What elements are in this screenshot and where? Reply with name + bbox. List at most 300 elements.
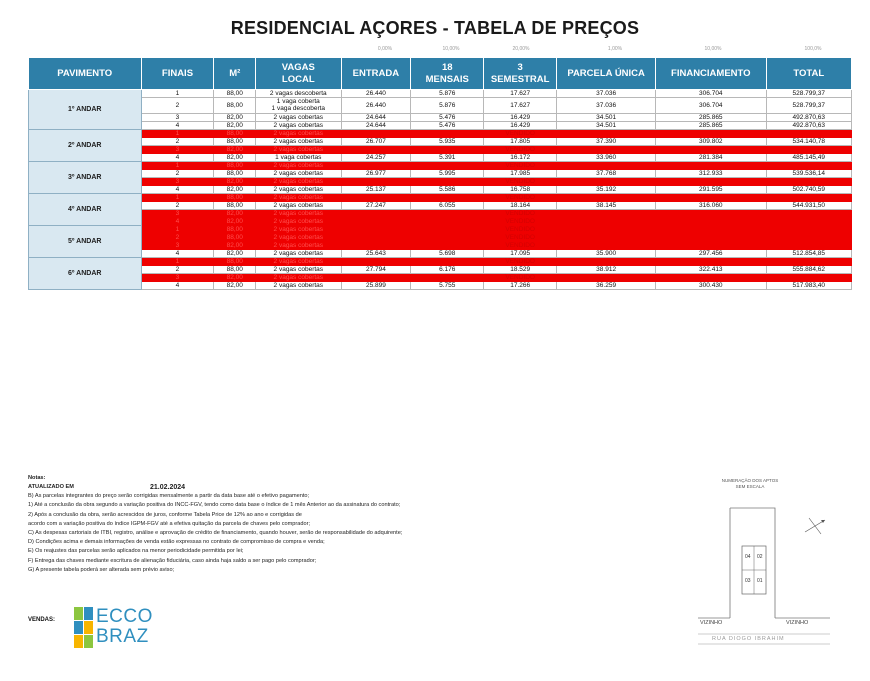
cell-mensais: 5.876 <box>411 98 484 114</box>
cell-mensais <box>411 193 484 201</box>
percent-hint: 100,0% <box>804 46 822 52</box>
cell-mensais: 5.476 <box>411 121 484 129</box>
cell-entrada <box>341 145 411 153</box>
cell-vagas: 2 vagas cobertas <box>256 249 341 257</box>
table-row <box>29 209 852 217</box>
plan-unit-label: 04 <box>745 554 751 560</box>
cell-entrada: 25.899 <box>341 281 411 289</box>
cell-parcela-unica: 37.036 <box>557 98 656 114</box>
header-vagas-label: VAGAS <box>281 61 315 73</box>
cell-vagas <box>256 98 341 114</box>
cell-vagas: 2 vagas cobertas <box>256 193 341 201</box>
header-m2: M² <box>214 58 256 90</box>
cell-total: 492.870,63 <box>766 121 851 129</box>
plan-vizinho-left: VIZINHO <box>700 620 723 626</box>
cell-total <box>766 257 851 265</box>
table-row <box>29 265 852 273</box>
cell-total: 544.931,50 <box>766 201 851 209</box>
cell-financiamento <box>656 257 766 265</box>
table-row <box>29 249 852 257</box>
cell-entrada: 26.977 <box>341 169 411 177</box>
cell-total <box>766 209 851 217</box>
cell-financiamento <box>656 233 766 241</box>
plan-street: RUA DIOGO IBRAHIM <box>712 636 785 642</box>
table-row <box>29 169 852 177</box>
cell-m2: 82,00 <box>214 209 256 217</box>
price-table <box>28 57 852 290</box>
cell-final: 3 <box>141 177 214 185</box>
cell-semestral: 18.164 <box>484 201 557 209</box>
cell-mensais: 5.755 <box>411 281 484 289</box>
header-finais: FINAIS <box>141 58 214 90</box>
cell-entrada <box>341 257 411 265</box>
cell-m2: 82,00 <box>214 121 256 129</box>
cell-total <box>766 217 851 225</box>
cell-financiamento <box>656 273 766 281</box>
cell-m2: 88,00 <box>214 137 256 145</box>
cell-mensais <box>411 161 484 169</box>
cell-parcela-unica: 35.192 <box>557 185 656 193</box>
cell-m2: 88,00 <box>214 169 256 177</box>
cell-vagas: 2 vagas cobertas <box>256 233 341 241</box>
table-row <box>29 281 852 289</box>
cell-final: 2 <box>141 98 214 114</box>
cell-vagas: 2 vagas cobertas <box>256 121 341 129</box>
cell-semestral: VENDIDO <box>484 241 557 249</box>
cell-final: 4 <box>141 249 214 257</box>
cell-financiamento: 281.384 <box>656 153 766 161</box>
header-total: TOTAL <box>766 58 851 90</box>
percent-hint: 10,00% <box>704 46 722 52</box>
cell-mensais: 5.995 <box>411 169 484 177</box>
cell-vagas: 2 vagas cobertas <box>256 113 341 121</box>
notes-section <box>28 474 668 575</box>
updated-date: 21.02.2024 <box>150 484 186 492</box>
cell-mensais: 5.876 <box>411 90 484 98</box>
logo-line1: ECCO <box>96 606 153 627</box>
cell-mensais: 5.935 <box>411 137 484 145</box>
note-line: F) Entrega das chaves mediante escritura de alienação fiduciária, caso ainda haja saldo a ser pago pelo comprador; <box>28 557 317 564</box>
cell-total: 502.740,59 <box>766 185 851 193</box>
cell-entrada: 25.137 <box>341 185 411 193</box>
header-pavimento: PAVIMENTO <box>29 58 142 90</box>
cell-final: 3 <box>141 273 214 281</box>
cell-final: 2 <box>141 137 214 145</box>
cell-total: 512.854,85 <box>766 249 851 257</box>
cell-vagas: 2 vagas cobertas <box>256 225 341 233</box>
cell-vagas: 2 vagas cobertas <box>256 145 341 153</box>
cell-entrada <box>341 273 411 281</box>
header-mensais-label: MENSAIS <box>425 73 469 85</box>
floor-label: 3º ANDAR <box>29 161 142 193</box>
cell-financiamento: 285.865 <box>656 113 766 121</box>
cell-vagas: 2 vagas cobertas <box>256 265 341 273</box>
cell-parcela-unica: 37.390 <box>557 137 656 145</box>
cell-parcela-unica: 35.900 <box>557 249 656 257</box>
percent-hint: 1,00% <box>607 46 623 52</box>
cell-semestral: 16.172 <box>484 153 557 161</box>
cell-mensais <box>411 225 484 233</box>
cell-parcela-unica: 37.036 <box>557 90 656 98</box>
cell-m2: 82,00 <box>214 217 256 225</box>
cell-total <box>766 161 851 169</box>
note-line: G) A presente tabela poderá ser alterada sem prévio aviso; <box>28 566 175 573</box>
table-row <box>29 217 852 225</box>
cell-total <box>766 233 851 241</box>
cell-m2: 82,00 <box>214 185 256 193</box>
note-line: E) Os reajustes das parcelas serão aplicados na menor periodicidade permitida por lei; <box>28 548 244 555</box>
cell-mensais <box>411 257 484 265</box>
updated-row <box>28 483 668 492</box>
cell-entrada: 24.644 <box>341 121 411 129</box>
cell-vagas: 2 vagas cobertas <box>256 137 341 145</box>
floor-label: 2º ANDAR <box>29 129 142 161</box>
price-table-body <box>29 90 852 290</box>
cell-final: 3 <box>141 113 214 121</box>
cell-m2: 88,00 <box>214 193 256 201</box>
percent-hints-row <box>28 46 852 56</box>
updated-label: ATUALIZADO EM <box>28 484 74 491</box>
table-row <box>29 129 852 137</box>
cell-financiamento <box>656 209 766 217</box>
cell-m2: 82,00 <box>214 241 256 249</box>
cell-parcela-unica: 33.960 <box>557 153 656 161</box>
cell-entrada: 26.707 <box>341 137 411 145</box>
cell-parcela-unica: 34.501 <box>557 113 656 121</box>
cell-m2: 82,00 <box>214 113 256 121</box>
cell-total <box>766 145 851 153</box>
cell-semestral: 17.805 <box>484 137 557 145</box>
cell-parcela-unica <box>557 193 656 201</box>
cell-vagas: 2 vagas cobertas <box>256 169 341 177</box>
cell-semestral: VENDIDO <box>484 145 557 153</box>
cell-m2: 88,00 <box>214 233 256 241</box>
header-parcela-unica: PARCELA ÚNICA <box>557 58 656 90</box>
cell-financiamento: 306.704 <box>656 90 766 98</box>
cell-semestral: VENDIDO <box>484 233 557 241</box>
cell-semestral: 17.266 <box>484 281 557 289</box>
table-row <box>29 185 852 193</box>
table-row <box>29 201 852 209</box>
floor-label: 5º ANDAR <box>29 225 142 257</box>
cell-total <box>766 129 851 137</box>
cell-vagas: 2 vagas cobertas <box>256 217 341 225</box>
notes-label: Notas: <box>28 475 46 481</box>
cell-final: 3 <box>141 145 214 153</box>
ecco-braz-logo <box>74 607 178 653</box>
table-row <box>29 113 852 121</box>
cell-mensais: 5.391 <box>411 153 484 161</box>
cell-entrada <box>341 233 411 241</box>
cell-semestral: 17.627 <box>484 90 557 98</box>
cell-m2: 88,00 <box>214 257 256 265</box>
header-entrada: ENTRADA <box>341 58 411 90</box>
cell-semestral: VENDIDO <box>484 129 557 137</box>
cell-vagas: 2 vagas cobertas <box>256 273 341 281</box>
cell-financiamento <box>656 217 766 225</box>
cell-mensais <box>411 217 484 225</box>
cell-semestral: VENDIDO <box>484 217 557 225</box>
cell-financiamento: 300.430 <box>656 281 766 289</box>
cell-vagas: 2 vagas descoberta <box>256 90 341 98</box>
cell-m2: 82,00 <box>214 177 256 185</box>
cell-total <box>766 273 851 281</box>
cell-final: 2 <box>141 169 214 177</box>
cell-semestral: VENDIDO <box>484 193 557 201</box>
cell-entrada <box>341 225 411 233</box>
cell-entrada: 27.794 <box>341 265 411 273</box>
cell-parcela-unica <box>557 257 656 265</box>
table-row <box>29 137 852 145</box>
cell-mensais <box>411 177 484 185</box>
percent-hint: 0,00% <box>377 46 393 52</box>
cell-financiamento: 309.802 <box>656 137 766 145</box>
cell-mensais <box>411 273 484 281</box>
cell-parcela-unica: 37.768 <box>557 169 656 177</box>
cell-entrada <box>341 209 411 217</box>
cell-final: 1 <box>141 193 214 201</box>
cell-parcela-unica <box>557 217 656 225</box>
cell-m2: 82,00 <box>214 273 256 281</box>
cell-final: 1 <box>141 129 214 137</box>
cell-entrada: 27.247 <box>341 201 411 209</box>
cell-semestral: 18.529 <box>484 265 557 273</box>
note-line: 2) Após a conclusão da obra, serão acrescidos de juros, conforme Tabela Price de 12% ao ano e corrigidas de <box>28 511 302 518</box>
note-line: acordo com a variação positiva do índice IGPM-FGV até a efetiva quitação da parcela de chaves pelo comprador; <box>28 520 311 527</box>
cell-semestral: 16.429 <box>484 113 557 121</box>
cell-financiamento <box>656 193 766 201</box>
cell-total <box>766 225 851 233</box>
cell-vagas: 2 vagas cobertas <box>256 209 341 217</box>
cell-financiamento <box>656 241 766 249</box>
cell-final: 4 <box>141 121 214 129</box>
logo-text <box>96 607 153 647</box>
cell-financiamento <box>656 177 766 185</box>
cell-vagas: 2 vagas cobertas <box>256 161 341 169</box>
cell-parcela-unica: 36.259 <box>557 281 656 289</box>
cell-semestral: VENDIDO <box>484 161 557 169</box>
cell-final: 4 <box>141 153 214 161</box>
cell-parcela-unica: 34.501 <box>557 121 656 129</box>
cell-final: 4 <box>141 281 214 289</box>
header-financiamento: FINANCIAMENTO <box>656 58 766 90</box>
cell-final: 1 <box>141 90 214 98</box>
cell-vagas: 2 vagas cobertas <box>256 241 341 249</box>
cell-parcela-unica <box>557 145 656 153</box>
cell-mensais: 6.176 <box>411 265 484 273</box>
cell-mensais <box>411 241 484 249</box>
cell-parcela-unica <box>557 273 656 281</box>
cell-semestral: VENDIDO <box>484 273 557 281</box>
cell-final: 2 <box>141 201 214 209</box>
floor-label: 6º ANDAR <box>29 257 142 289</box>
cell-parcela-unica <box>557 177 656 185</box>
cell-m2: 82,00 <box>214 249 256 257</box>
cell-parcela-unica <box>557 225 656 233</box>
table-header-row <box>29 58 852 90</box>
cell-m2: 88,00 <box>214 90 256 98</box>
page-title: RESIDENCIAL AÇORES - TABELA DE PREÇOS <box>230 18 640 38</box>
cell-financiamento <box>656 129 766 137</box>
cell-entrada: 25.643 <box>341 249 411 257</box>
cell-financiamento: 306.704 <box>656 98 766 114</box>
cell-financiamento: 285.865 <box>656 121 766 129</box>
cell-final: 1 <box>141 161 214 169</box>
table-row <box>29 90 852 98</box>
percent-hint: 10,00% <box>442 46 460 52</box>
cell-semestral: VENDIDO <box>484 257 557 265</box>
cell-financiamento: 291.595 <box>656 185 766 193</box>
cell-total <box>766 193 851 201</box>
cell-vagas: 2 vagas cobertas <box>256 257 341 265</box>
cell-parcela-unica <box>557 241 656 249</box>
cell-entrada <box>341 129 411 137</box>
cell-final: 3 <box>141 209 214 217</box>
table-row <box>29 257 852 265</box>
cell-final: 4 <box>141 185 214 193</box>
plan-title-line2: SEM ESCALA <box>735 484 765 489</box>
plan-unit-label: 02 <box>757 554 763 560</box>
cell-financiamento <box>656 225 766 233</box>
cell-total: 539.536,14 <box>766 169 851 177</box>
north-arrow-icon <box>805 518 825 534</box>
cell-vagas: 2 vagas cobertas <box>256 185 341 193</box>
cell-vagas: 2 vagas cobertas <box>256 177 341 185</box>
cell-entrada: 26.440 <box>341 98 411 114</box>
cell-vagas: 2 vagas cobertas <box>256 281 341 289</box>
cell-vagas: 1 vaga cobertas <box>256 153 341 161</box>
cell-semestral: VENDIDO <box>484 209 557 217</box>
cell-final: 2 <box>141 233 214 241</box>
cell-mensais <box>411 145 484 153</box>
cell-entrada <box>341 241 411 249</box>
cell-mensais <box>411 209 484 217</box>
cell-mensais: 6.055 <box>411 201 484 209</box>
note-line: C) As despesas cartoriais de ITBI, registro, análise e aprovação de crédito de financiamento, quando houver, serão de responsabilidade do adquirente; <box>28 530 403 537</box>
cell-total: 492.870,63 <box>766 113 851 121</box>
logo-line2: BRAZ <box>96 626 149 647</box>
plan-unit-label: 01 <box>757 578 763 584</box>
cell-mensais <box>411 129 484 137</box>
cell-semestral: 17.627 <box>484 98 557 114</box>
cell-m2: 88,00 <box>214 129 256 137</box>
cell-entrada <box>341 193 411 201</box>
cell-mensais: 5.476 <box>411 113 484 121</box>
floor-label: 1º ANDAR <box>29 90 142 130</box>
cell-semestral: VENDIDO <box>484 225 557 233</box>
cell-vagas: 2 vagas cobertas <box>256 201 341 209</box>
plan-vizinho-right: VIZINHO <box>786 620 809 626</box>
table-row <box>29 98 852 114</box>
header-semestral-count: 3 <box>517 61 523 73</box>
cell-m2: 82,00 <box>214 153 256 161</box>
cell-m2: 88,00 <box>214 161 256 169</box>
floor-label: 4º ANDAR <box>29 193 142 225</box>
header-mensais <box>411 58 484 90</box>
table-row <box>29 145 852 153</box>
table-row <box>29 193 852 201</box>
note-line: B) As parcelas integrantes do preço serão corrigidas mensalmente a partir da data base até o efetivo pagamento; <box>28 493 310 500</box>
vagas-line: 1 vaga descoberta <box>271 105 326 113</box>
table-row <box>29 177 852 185</box>
cell-mensais: 5.586 <box>411 185 484 193</box>
note-line: D) Condições acima e demais informações de venda estão expressas no contrato de compromisso de compra e venda; <box>28 539 325 546</box>
logo-mark-icon <box>74 607 94 649</box>
cell-m2: 88,00 <box>214 201 256 209</box>
header-local-label: LOCAL <box>281 73 315 85</box>
cell-final: 4 <box>141 217 214 225</box>
cell-m2: 88,00 <box>214 98 256 114</box>
cell-parcela-unica <box>557 209 656 217</box>
cell-entrada <box>341 177 411 185</box>
cell-total: 528.799,37 <box>766 90 851 98</box>
cell-parcela-unica <box>557 161 656 169</box>
percent-hint: 20,00% <box>512 46 530 52</box>
cell-final: 2 <box>141 265 214 273</box>
table-row <box>29 241 852 249</box>
unit-numbering-plan <box>690 478 850 668</box>
cell-m2: 82,00 <box>214 145 256 153</box>
cell-total: 517.983,40 <box>766 281 851 289</box>
cell-mensais <box>411 233 484 241</box>
table-row <box>29 153 852 161</box>
cell-total: 485.145,49 <box>766 153 851 161</box>
plan-title-line1: NUMERAÇÃO DOS APTOS <box>721 478 779 483</box>
table-row <box>29 121 852 129</box>
plan-unit-label: 03 <box>745 578 751 584</box>
cell-m2: 88,00 <box>214 225 256 233</box>
header-mensais-count: 18 <box>441 61 453 73</box>
cell-semestral: 17.985 <box>484 169 557 177</box>
cell-entrada <box>341 217 411 225</box>
cell-financiamento: 322.413 <box>656 265 766 273</box>
table-row <box>29 273 852 281</box>
note-line: 1) Até a conclusão da obra segundo a variação positiva do INCC-FGV, tendo como data base o índice de 1 mês Anterior ao da assinatura do contrato; <box>28 502 401 509</box>
cell-m2: 88,00 <box>214 265 256 273</box>
cell-entrada: 24.257 <box>341 153 411 161</box>
cell-financiamento <box>656 145 766 153</box>
cell-entrada: 26.440 <box>341 90 411 98</box>
cell-final: 1 <box>141 225 214 233</box>
cell-m2: 82,00 <box>214 281 256 289</box>
vendas-label: VENDAS: <box>28 617 56 623</box>
cell-financiamento: 316.060 <box>656 201 766 209</box>
cell-parcela-unica <box>557 129 656 137</box>
table-row <box>29 161 852 169</box>
cell-total <box>766 177 851 185</box>
cell-semestral: 16.429 <box>484 121 557 129</box>
table-row <box>29 233 852 241</box>
cell-semestral: 17.095 <box>484 249 557 257</box>
cell-total: 555.884,62 <box>766 265 851 273</box>
cell-parcela-unica: 38.912 <box>557 265 656 273</box>
cell-parcela-unica <box>557 233 656 241</box>
cell-financiamento: 312.933 <box>656 169 766 177</box>
cell-entrada: 24.644 <box>341 113 411 121</box>
cell-final: 3 <box>141 241 214 249</box>
header-vagas <box>256 58 341 90</box>
cell-total: 528.799,37 <box>766 98 851 114</box>
cell-final: 1 <box>141 257 214 265</box>
vagas-line: 1 vaga coberta <box>276 98 320 106</box>
cell-mensais: 5.698 <box>411 249 484 257</box>
cell-financiamento <box>656 161 766 169</box>
cell-parcela-unica: 38.145 <box>557 201 656 209</box>
header-semestral-label: SEMESTRAL <box>490 73 550 85</box>
table-row <box>29 225 852 233</box>
cell-total: 534.140,78 <box>766 137 851 145</box>
header-semestral <box>484 58 557 90</box>
